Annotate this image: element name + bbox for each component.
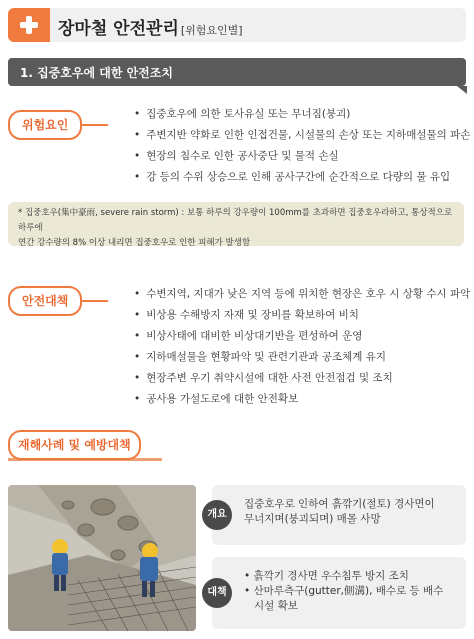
landslide-illustration <box>8 485 196 631</box>
page-header <box>8 8 466 42</box>
measure-item: • 지하매설물을 현황파악 및 관련기관과 공조체계 유지 <box>134 347 470 368</box>
definition-note <box>8 202 464 246</box>
note-line: 연간 강수량의 8% 이상 내리면 집중호우로 인한 피해가 발생함 <box>18 238 251 248</box>
overview-badge: 개요 <box>202 500 232 530</box>
accident-illustration <box>8 485 196 631</box>
page-title <box>58 14 243 39</box>
measure-tag: 안전대책 <box>8 286 82 316</box>
section-notch <box>457 86 467 94</box>
measure-box <box>207 557 466 629</box>
measure-item: • 비상사태에 대비한 비상대기반을 편성하여 운영 <box>134 326 470 347</box>
hazard-item: • 현장의 침수로 인한 공사중단 및 물적 손실 <box>134 146 470 167</box>
measure-line: • 흙깍기 경사면 우수침투 방지 조치 <box>244 570 409 582</box>
measure-item: • 비상용 수해방지 자재 및 장비를 확보하여 비치 <box>134 305 470 326</box>
overview-box <box>207 485 466 545</box>
overview-line: 집중호우로 인하여 흙깎기(절토) 경사면이 <box>244 498 435 510</box>
case-title: 재해사례 및 예방대책 <box>8 430 141 460</box>
measure-list <box>134 284 470 410</box>
hazard-tag: 위험요인 <box>8 110 82 140</box>
measure-badge: 대책 <box>202 578 232 608</box>
measure-line: 시설 확보 <box>254 600 298 612</box>
hazard-item: • 집중호우에 의한 토사유실 또는 무너짐(붕괴) <box>134 104 470 125</box>
page-title-text: 장마철 안전관리 <box>58 19 179 39</box>
header-logo <box>8 8 50 42</box>
measure-item: • 수변지역, 지대가 낮은 지역 등에 위치한 현장은 호우 시 상황 수시 파악 <box>134 284 470 305</box>
measure-item: • 현장주변 우기 취약시설에 대한 사전 안전점검 및 조치 <box>134 368 470 389</box>
hazard-item: • 주변지반 약화로 인한 인접건물, 시설물의 손상 또는 지하매설물의 파손 <box>134 125 470 146</box>
page-subtitle: [위험요인별] <box>180 24 243 37</box>
overview-line: 무너지며(붕괴되며) 매몰 사망 <box>244 513 381 525</box>
overview-text <box>244 497 435 527</box>
plus-icon <box>20 16 38 34</box>
section-bar <box>8 58 466 86</box>
hazard-list <box>134 104 470 188</box>
measure-item: • 공사용 가설도로에 대한 안전확보 <box>134 389 470 410</box>
measure-line: • 산마루측구(gutter,側溝), 배수로 등 배수 <box>244 585 444 597</box>
measure-text <box>244 569 443 614</box>
hazard-item: • 강 등의 수위 상승으로 인해 공사구간에 순간적으로 다량의 물 유입 <box>134 167 470 188</box>
note-line: * 집중호우(集中豪雨, severe rain storm) : 보통 하루의 강우량이 100mm를 초과하면 집중호우라하고, 통상적으로 하루에 <box>18 208 453 233</box>
section-label: 1. 집중호우에 대한 안전조치 <box>20 66 173 80</box>
